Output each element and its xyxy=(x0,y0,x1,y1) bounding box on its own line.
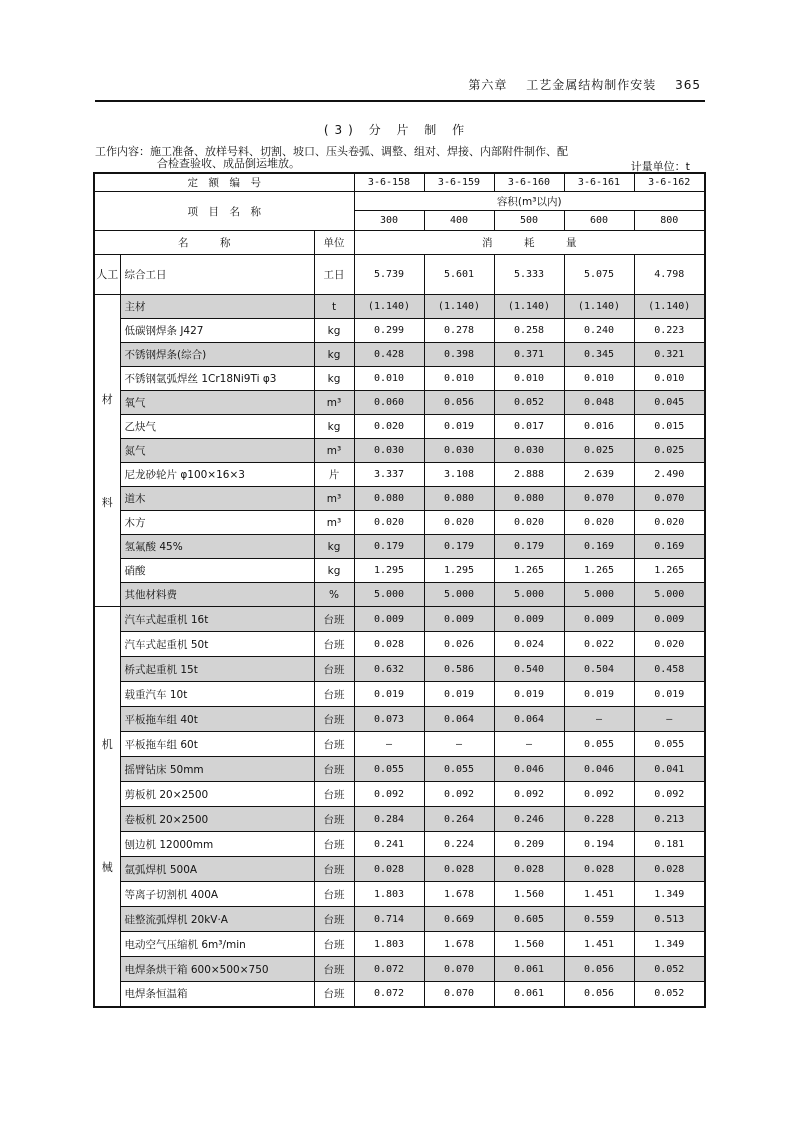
row-value: 1.678 xyxy=(424,932,494,957)
row-name: 电焊条烘干箱 600×500×750 xyxy=(120,957,314,982)
row-value: 0.092 xyxy=(634,782,705,807)
row-unit: kg xyxy=(314,367,354,391)
row-unit: 台班 xyxy=(314,907,354,932)
materials-row xyxy=(94,319,705,343)
row-value: 5.601 xyxy=(424,255,494,295)
row-value: 0.228 xyxy=(564,807,634,832)
row-unit: 台班 xyxy=(314,757,354,782)
machinery-row xyxy=(94,707,705,732)
row-value: 0.194 xyxy=(564,832,634,857)
row-value: 0.025 xyxy=(634,439,705,463)
row-value: 0.020 xyxy=(634,632,705,657)
quota-code: 3-6-162 xyxy=(634,173,705,192)
row-value: 0.052 xyxy=(634,957,705,982)
row-value: 0.056 xyxy=(424,391,494,415)
row-value: (1.140) xyxy=(634,295,705,319)
row-name: 硝酸 xyxy=(120,559,314,583)
row-value: 0.060 xyxy=(354,391,424,415)
row-value: 0.070 xyxy=(564,487,634,511)
row-value: 1.349 xyxy=(634,882,705,907)
row-value: 0.052 xyxy=(634,982,705,1007)
row-unit: kg xyxy=(314,415,354,439)
row-value: 1.560 xyxy=(494,932,564,957)
row-unit: 台班 xyxy=(314,882,354,907)
row-name: 不锈钢焊条(综合) xyxy=(120,343,314,367)
measure-unit-note: 计量单位：t xyxy=(630,160,690,173)
row-value: 0.056 xyxy=(564,957,634,982)
row-value: 2.888 xyxy=(494,463,564,487)
materials-row xyxy=(94,559,705,583)
row-value: 0.056 xyxy=(564,982,634,1007)
row-value: 1.451 xyxy=(564,882,634,907)
row-value: 0.345 xyxy=(564,343,634,367)
row-value: (1.140) xyxy=(354,295,424,319)
row-name: 汽车式起重机 16t xyxy=(120,607,314,632)
row-value: 0.540 xyxy=(494,657,564,682)
row-value: 2.490 xyxy=(634,463,705,487)
machinery-row xyxy=(94,982,705,1007)
materials-row xyxy=(94,367,705,391)
row-value: — xyxy=(494,732,564,757)
row-value: 1.295 xyxy=(424,559,494,583)
row-value: 0.371 xyxy=(494,343,564,367)
machinery-row xyxy=(94,732,705,757)
row-value: 0.064 xyxy=(494,707,564,732)
row-value: 5.000 xyxy=(634,583,705,607)
row-value: 0.240 xyxy=(564,319,634,343)
row-name: 木方 xyxy=(120,511,314,535)
machinery-row xyxy=(94,907,705,932)
materials-row xyxy=(94,391,705,415)
row-value: 0.055 xyxy=(424,757,494,782)
volume-value: 600 xyxy=(564,211,634,231)
materials-row xyxy=(94,535,705,559)
row-value: 0.019 xyxy=(424,682,494,707)
row-name: 氮气 xyxy=(120,439,314,463)
machinery-row xyxy=(94,757,705,782)
machinery-category-top: 机 xyxy=(101,738,113,752)
row-value: 0.020 xyxy=(634,511,705,535)
quota-code: 3-6-160 xyxy=(494,173,564,192)
row-value: 0.092 xyxy=(424,782,494,807)
row-name: 氩弧焊机 500A xyxy=(120,857,314,882)
row-value: 0.632 xyxy=(354,657,424,682)
row-name: 电动空气压缩机 6m³/min xyxy=(120,932,314,957)
row-value: 5.000 xyxy=(424,583,494,607)
row-value: 0.169 xyxy=(564,535,634,559)
row-unit: % xyxy=(314,583,354,607)
row-value: 0.028 xyxy=(634,857,705,882)
column-header-row xyxy=(94,231,705,255)
row-value: 0.278 xyxy=(424,319,494,343)
row-value: 0.070 xyxy=(424,982,494,1007)
row-unit: 台班 xyxy=(314,982,354,1007)
volume-value: 300 xyxy=(354,211,424,231)
row-value: — xyxy=(424,732,494,757)
row-value: 0.181 xyxy=(634,832,705,857)
row-name: 摇臂钻床 50mm xyxy=(120,757,314,782)
machinery-row xyxy=(94,657,705,682)
row-value: 0.080 xyxy=(424,487,494,511)
name-column-header: 名 称 xyxy=(94,231,314,255)
row-value: 0.009 xyxy=(564,607,634,632)
row-value: 0.041 xyxy=(634,757,705,782)
row-unit: 台班 xyxy=(314,607,354,632)
row-value: 0.019 xyxy=(354,682,424,707)
row-name: 平板拖车组 40t xyxy=(120,707,314,732)
row-value: 0.030 xyxy=(494,439,564,463)
materials-row xyxy=(94,511,705,535)
row-name: 氢氟酸 45% xyxy=(120,535,314,559)
row-name: 卷板机 20×2500 xyxy=(120,807,314,832)
quota-table xyxy=(93,172,706,1008)
row-value: 0.052 xyxy=(494,391,564,415)
row-value: 0.015 xyxy=(634,415,705,439)
row-value: 0.009 xyxy=(494,607,564,632)
running-head xyxy=(454,76,701,93)
row-value: 0.070 xyxy=(424,957,494,982)
machinery-row xyxy=(94,957,705,982)
row-value: 1.295 xyxy=(354,559,424,583)
row-name: 桥式起重机 15t xyxy=(120,657,314,682)
row-value: 0.046 xyxy=(494,757,564,782)
row-value: 0.179 xyxy=(354,535,424,559)
row-value: 0.017 xyxy=(494,415,564,439)
row-unit: 台班 xyxy=(314,932,354,957)
row-value: 1.265 xyxy=(494,559,564,583)
materials-row xyxy=(94,487,705,511)
row-value: 0.030 xyxy=(424,439,494,463)
quota-code: 3-6-161 xyxy=(564,173,634,192)
row-value: 0.020 xyxy=(354,415,424,439)
item-name-row xyxy=(94,192,705,211)
materials-row xyxy=(94,439,705,463)
row-name: 道木 xyxy=(120,487,314,511)
row-unit: kg xyxy=(314,343,354,367)
row-value: 0.092 xyxy=(354,782,424,807)
row-name: 低碳钢焊条 J427 xyxy=(120,319,314,343)
item-name-label: 项 目 名 称 xyxy=(94,192,354,231)
row-value: (1.140) xyxy=(494,295,564,319)
row-unit: 台班 xyxy=(314,857,354,882)
row-name: 硅整流弧焊机 20kV·A xyxy=(120,907,314,932)
machinery-row xyxy=(94,607,705,632)
row-value: 0.020 xyxy=(424,511,494,535)
row-unit: 工日 xyxy=(314,255,354,295)
work-content-label: 工作内容： xyxy=(95,145,150,158)
row-value: 0.020 xyxy=(354,511,424,535)
materials-category xyxy=(94,295,120,607)
materials-row xyxy=(94,583,705,607)
row-value: 0.092 xyxy=(494,782,564,807)
row-value: 0.010 xyxy=(494,367,564,391)
row-value: 0.010 xyxy=(424,367,494,391)
work-content xyxy=(95,146,715,170)
machinery-row xyxy=(94,632,705,657)
row-value: — xyxy=(354,732,424,757)
row-value: 0.028 xyxy=(564,857,634,882)
row-value: 0.586 xyxy=(424,657,494,682)
materials-row xyxy=(94,415,705,439)
row-unit: t xyxy=(314,295,354,319)
page-header xyxy=(95,72,705,102)
row-value: 0.398 xyxy=(424,343,494,367)
quota-code: 3-6-158 xyxy=(354,173,424,192)
row-value: 0.019 xyxy=(564,682,634,707)
row-value: 0.028 xyxy=(424,857,494,882)
volume-value: 500 xyxy=(494,211,564,231)
row-unit: m³ xyxy=(314,439,354,463)
row-value: 5.000 xyxy=(494,583,564,607)
row-name: 等离子切割机 400A xyxy=(120,882,314,907)
volume-label: 容积(m³以内) xyxy=(354,192,705,211)
row-value: — xyxy=(634,707,705,732)
row-value: 0.022 xyxy=(564,632,634,657)
volume-value: 400 xyxy=(424,211,494,231)
row-value: 0.009 xyxy=(634,607,705,632)
row-value: 0.046 xyxy=(564,757,634,782)
row-value: 0.241 xyxy=(354,832,424,857)
row-value: 0.213 xyxy=(634,807,705,832)
row-value: 0.605 xyxy=(494,907,564,932)
row-value: 5.333 xyxy=(494,255,564,295)
row-value: 0.010 xyxy=(634,367,705,391)
row-value: 0.169 xyxy=(634,535,705,559)
row-value: 0.028 xyxy=(494,857,564,882)
row-value: 0.019 xyxy=(424,415,494,439)
row-value: 1.678 xyxy=(424,882,494,907)
row-value: 1.560 xyxy=(494,882,564,907)
row-value: 0.080 xyxy=(354,487,424,511)
row-unit: kg xyxy=(314,559,354,583)
row-value: 0.072 xyxy=(354,982,424,1007)
row-value: 0.061 xyxy=(494,957,564,982)
row-unit: 台班 xyxy=(314,707,354,732)
row-value: 0.064 xyxy=(424,707,494,732)
row-value: 0.070 xyxy=(634,487,705,511)
row-value: 0.209 xyxy=(494,832,564,857)
machinery-row xyxy=(94,682,705,707)
row-value: (1.140) xyxy=(564,295,634,319)
row-value: 0.020 xyxy=(564,511,634,535)
row-value: 1.451 xyxy=(564,932,634,957)
row-unit: m³ xyxy=(314,511,354,535)
machinery-row xyxy=(94,932,705,957)
row-unit: kg xyxy=(314,319,354,343)
row-name: 电焊条恒温箱 xyxy=(120,982,314,1007)
section-label: 工艺金属结构制作安装 xyxy=(526,78,657,92)
row-value: 0.055 xyxy=(564,732,634,757)
machinery-row xyxy=(94,832,705,857)
section-title: (3) 分 片 制 作 xyxy=(323,123,471,137)
work-content-line2: 合检查验收、成品倒运堆放。 xyxy=(157,157,300,170)
row-unit: 台班 xyxy=(314,682,354,707)
row-value: 0.010 xyxy=(564,367,634,391)
row-value: 0.299 xyxy=(354,319,424,343)
row-value: 0.458 xyxy=(634,657,705,682)
row-value: 0.061 xyxy=(494,982,564,1007)
row-value: 0.048 xyxy=(564,391,634,415)
quota-code: 3-6-159 xyxy=(424,173,494,192)
row-value: 5.075 xyxy=(564,255,634,295)
page-number: 365 xyxy=(675,78,701,92)
labor-row xyxy=(94,255,705,295)
row-value: 0.055 xyxy=(354,757,424,782)
row-value: 3.337 xyxy=(354,463,424,487)
volume-value: 800 xyxy=(634,211,705,231)
machinery-row xyxy=(94,882,705,907)
row-name: 平板拖车组 60t xyxy=(120,732,314,757)
materials-row xyxy=(94,343,705,367)
row-name: 乙炔气 xyxy=(120,415,314,439)
row-unit: m³ xyxy=(314,391,354,415)
row-value: 0.080 xyxy=(494,487,564,511)
row-value: (1.140) xyxy=(424,295,494,319)
row-unit: 台班 xyxy=(314,957,354,982)
row-value: 0.055 xyxy=(634,732,705,757)
chapter-label: 第六章 xyxy=(468,78,508,92)
row-name: 主材 xyxy=(120,295,314,319)
machinery-row xyxy=(94,857,705,882)
row-value: 3.108 xyxy=(424,463,494,487)
row-value: 1.803 xyxy=(354,932,424,957)
row-value: 0.024 xyxy=(494,632,564,657)
row-name: 其他材料费 xyxy=(120,583,314,607)
row-value: 0.009 xyxy=(424,607,494,632)
row-name: 不锈钢氩弧焊丝 1Cr18Ni9Ti φ3 xyxy=(120,367,314,391)
row-value: 0.020 xyxy=(494,511,564,535)
row-value: 0.028 xyxy=(354,857,424,882)
row-value: 1.265 xyxy=(634,559,705,583)
row-value: 0.025 xyxy=(564,439,634,463)
row-value: 1.349 xyxy=(634,932,705,957)
row-value: 2.639 xyxy=(564,463,634,487)
row-name: 氧气 xyxy=(120,391,314,415)
row-value: 0.016 xyxy=(564,415,634,439)
machinery-row xyxy=(94,807,705,832)
row-value: 0.223 xyxy=(634,319,705,343)
row-unit: 台班 xyxy=(314,832,354,857)
quota-code-label: 定 额 编 号 xyxy=(94,173,354,192)
materials-category-top: 材 xyxy=(101,392,113,406)
row-value: 0.010 xyxy=(354,367,424,391)
row-value: 0.179 xyxy=(494,535,564,559)
row-value: 0.504 xyxy=(564,657,634,682)
materials-row xyxy=(94,295,705,319)
row-value: 0.030 xyxy=(354,439,424,463)
row-value: 0.019 xyxy=(494,682,564,707)
row-name: 刨边机 12000mm xyxy=(120,832,314,857)
row-name: 载重汽车 10t xyxy=(120,682,314,707)
row-value: 0.019 xyxy=(634,682,705,707)
row-name: 剪板机 20×2500 xyxy=(120,782,314,807)
row-value: 1.803 xyxy=(354,882,424,907)
row-value: 0.045 xyxy=(634,391,705,415)
row-value: 0.073 xyxy=(354,707,424,732)
row-value: 0.264 xyxy=(424,807,494,832)
row-unit: kg xyxy=(314,535,354,559)
materials-row xyxy=(94,463,705,487)
work-content-line1: 施工准备、放样号料、切割、坡口、压头卷弧、调整、组对、焊接、内部附件制作、配 xyxy=(150,145,568,158)
quota-code-row xyxy=(94,173,705,192)
row-value: 0.026 xyxy=(424,632,494,657)
row-value: 0.028 xyxy=(354,632,424,657)
row-unit: 片 xyxy=(314,463,354,487)
machinery-category xyxy=(94,607,120,1007)
row-value: 0.246 xyxy=(494,807,564,832)
unit-column-header: 单位 xyxy=(314,231,354,255)
row-value: 0.092 xyxy=(564,782,634,807)
row-value: — xyxy=(564,707,634,732)
row-value: 0.224 xyxy=(424,832,494,857)
row-value: 5.000 xyxy=(564,583,634,607)
row-value: 1.265 xyxy=(564,559,634,583)
row-unit: 台班 xyxy=(314,632,354,657)
row-value: 0.009 xyxy=(354,607,424,632)
row-value: 0.669 xyxy=(424,907,494,932)
labor-category: 人工 xyxy=(94,255,120,295)
row-value: 0.321 xyxy=(634,343,705,367)
consumption-header: 消 耗 量 xyxy=(354,231,705,255)
row-value: 0.284 xyxy=(354,807,424,832)
row-unit: 台班 xyxy=(314,657,354,682)
row-value: 0.559 xyxy=(564,907,634,932)
row-value: 0.258 xyxy=(494,319,564,343)
row-value: 4.798 xyxy=(634,255,705,295)
materials-category-bottom: 料 xyxy=(101,495,113,509)
row-value: 0.179 xyxy=(424,535,494,559)
machinery-category-bottom: 械 xyxy=(101,861,113,875)
row-unit: 台班 xyxy=(314,732,354,757)
row-value: 5.739 xyxy=(354,255,424,295)
row-unit: m³ xyxy=(314,487,354,511)
row-value: 0.072 xyxy=(354,957,424,982)
row-value: 5.000 xyxy=(354,583,424,607)
row-name: 尼龙砂轮片 φ100×16×3 xyxy=(120,463,314,487)
row-value: 0.714 xyxy=(354,907,424,932)
row-value: 0.428 xyxy=(354,343,424,367)
row-unit: 台班 xyxy=(314,807,354,832)
row-value: 0.513 xyxy=(634,907,705,932)
machinery-row xyxy=(94,782,705,807)
row-unit: 台班 xyxy=(314,782,354,807)
row-name: 汽车式起重机 50t xyxy=(120,632,314,657)
row-name: 综合工日 xyxy=(120,255,314,295)
